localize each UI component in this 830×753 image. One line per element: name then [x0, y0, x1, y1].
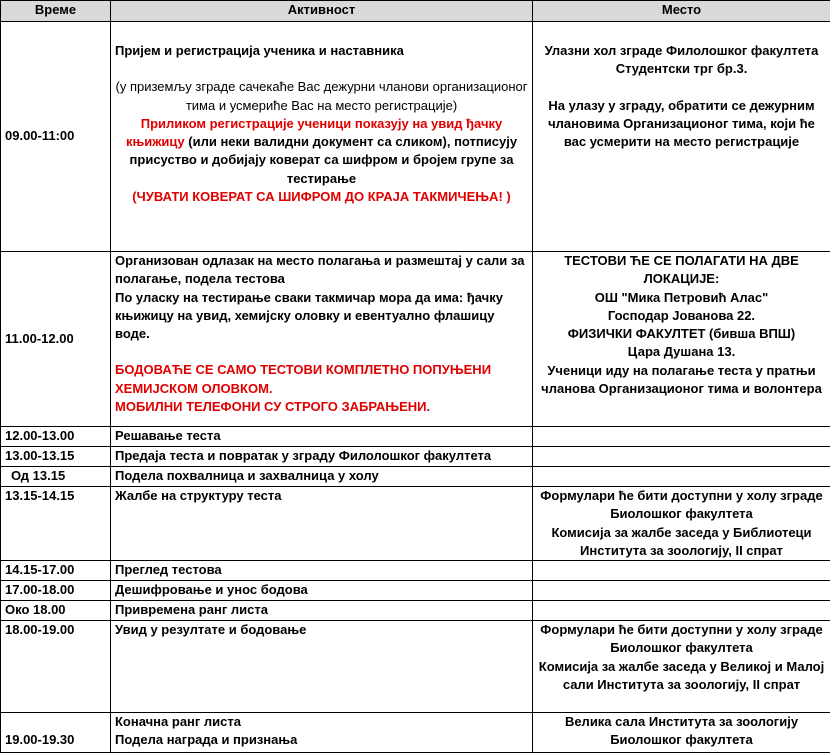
- time-cell: 12.00-13.00: [1, 427, 111, 447]
- activity-title: Пријем и регистрација ученика и наставника: [115, 43, 404, 58]
- activity-cell: Преглед тестова: [111, 561, 533, 581]
- activity-line: Организован одлазак на место полагања и размештај у сали за полагање, подела тестова: [115, 253, 525, 287]
- place-line: Велика сала Института за зоологију: [564, 714, 799, 730]
- activity-warning: БОДОВАЋЕ СЕ САМО ТЕСТОВИ КОМПЛЕТНО ПОПУЊЕНИ ХЕМИЈСКОМ ОЛОВКОМ.: [115, 362, 492, 396]
- table-row: [1, 252, 830, 427]
- time-cell: Око 18.00: [1, 601, 111, 621]
- activity-cell: Предаја теста и повратак у зграду Филолошког факултета: [111, 447, 533, 467]
- time-cell: Од 13.15: [1, 467, 111, 487]
- activity-cell: Подела похвалница и захвалница у холу: [111, 467, 533, 487]
- place-cell: [533, 22, 830, 252]
- place-line: Комисија за жалбе заседа у Библиотеци Института за зоологију, II спрат: [551, 524, 812, 558]
- activity-cell: Жалбе на структуру теста: [111, 487, 533, 561]
- table-row: [1, 427, 830, 447]
- activity-cell: [111, 713, 533, 753]
- activity-line: Коначна ранг листа: [115, 714, 242, 730]
- activity-cell: Увид у резултате и бодовање: [111, 621, 533, 713]
- place-line: Формулари ће бити доступни у холу зграде Биолошког факултета: [540, 488, 823, 522]
- header-time: Време: [1, 1, 111, 22]
- place-line: Господар Јованова 22.: [607, 307, 756, 323]
- table-row: [1, 22, 830, 252]
- table-row: [1, 601, 830, 621]
- place-line: На улазу у зграду, обратити се дежурним члановима Организационог тима, који ће вас усмерити на место регистрације: [548, 97, 815, 150]
- table-row: [1, 487, 830, 561]
- header-row: [1, 1, 830, 22]
- place-line: Комисија за жалбе заседа у Великој и Малој сали Института за зоологију, II спрат: [538, 658, 825, 693]
- time-cell: [1, 713, 111, 753]
- time-cell: 17.00-18.00: [1, 581, 111, 601]
- activity-cell: Дешифровање и унос бодова: [111, 581, 533, 601]
- place-cell: [533, 487, 830, 561]
- time-cell: 14.15-17.00: [1, 561, 111, 581]
- table-row: [1, 713, 830, 753]
- activity-warning: Приликом регистрације ученици показују на увид ђачку књижицу: [125, 115, 503, 150]
- activity-warning-2: МОБИЛНИ ТЕЛЕФОНИ СУ СТРОГО ЗАБРАЊЕНИ.: [115, 399, 431, 415]
- table-row: [1, 467, 830, 487]
- place-cell: [533, 561, 830, 581]
- place-line: Ученици иду на полагање теста у пратњи чланова Организационог тима и волонтера: [541, 362, 822, 397]
- place-cell: [533, 447, 830, 467]
- activity-note: (у приземљу зграде сачекаће Вас дежурни чланови организационог тима и усмериће Вас на место регистрације): [115, 79, 528, 113]
- table-row: [1, 621, 830, 713]
- table-row: [1, 447, 830, 467]
- place-cell: [533, 713, 830, 753]
- place-line: Улазни хол зграде Филолошког факултета: [544, 43, 819, 58]
- time-cell: 18.00-19.00: [1, 621, 111, 713]
- activity-text: (или неки валидни документ са сликом), потписују присуство и добијају коверат са шифром и бројем групе за тестирање: [129, 134, 518, 186]
- place-cell: [533, 581, 830, 601]
- activity-line: По уласку на тестирање сваки такмичар мора да има: ђачку књижицу на увид, хемијску оловку и евентуално флашицу воде.: [115, 289, 503, 342]
- header-place: Место: [533, 1, 830, 22]
- table-row: [1, 581, 830, 601]
- activity-cell: [111, 22, 533, 252]
- table-row: [1, 561, 830, 581]
- activity-line: Подела награда и признања: [115, 732, 298, 748]
- place-line: ФИЗИЧКИ ФАКУЛТЕТ (бивша ВПШ): [567, 326, 796, 342]
- place-line: ТЕСТОВИ ЋЕ СЕ ПОЛАГАТИ НА ДВЕ ЛОКАЦИЈЕ:: [564, 253, 799, 287]
- place-line: Студентски трг бр.3.: [615, 61, 748, 77]
- header-activity: Активност: [111, 1, 533, 22]
- time-cell: 13.15-14.15: [1, 487, 111, 561]
- time-cell: 13.00-13.15: [1, 447, 111, 467]
- time-label: 19.00-19.30: [5, 732, 75, 748]
- activity-cell: Решавање теста: [111, 427, 533, 447]
- place-cell: [533, 252, 830, 427]
- time-cell: 09.00-11:00: [1, 22, 111, 252]
- activity-cell: [111, 252, 533, 427]
- place-line: Цара Душана 13.: [627, 344, 736, 360]
- place-line: Формулари ће бити доступни у холу зграде Биолошког факултета: [540, 622, 823, 656]
- place-cell: [533, 601, 830, 621]
- place-cell: [533, 467, 830, 487]
- activity-warning-2: (ЧУВАТИ КОВЕРАТ СА ШИФРОМ ДО КРАЈА ТАКМИЧЕЊА! ): [132, 189, 511, 205]
- place-cell: [533, 621, 830, 713]
- place-line: ОШ "Мика Петровић Алас": [594, 289, 769, 305]
- activity-cell: Привремена ранг листа: [111, 601, 533, 621]
- time-cell: 11.00-12.00: [1, 252, 111, 427]
- place-line: Биолошког факултета: [610, 732, 753, 748]
- place-cell: [533, 427, 830, 447]
